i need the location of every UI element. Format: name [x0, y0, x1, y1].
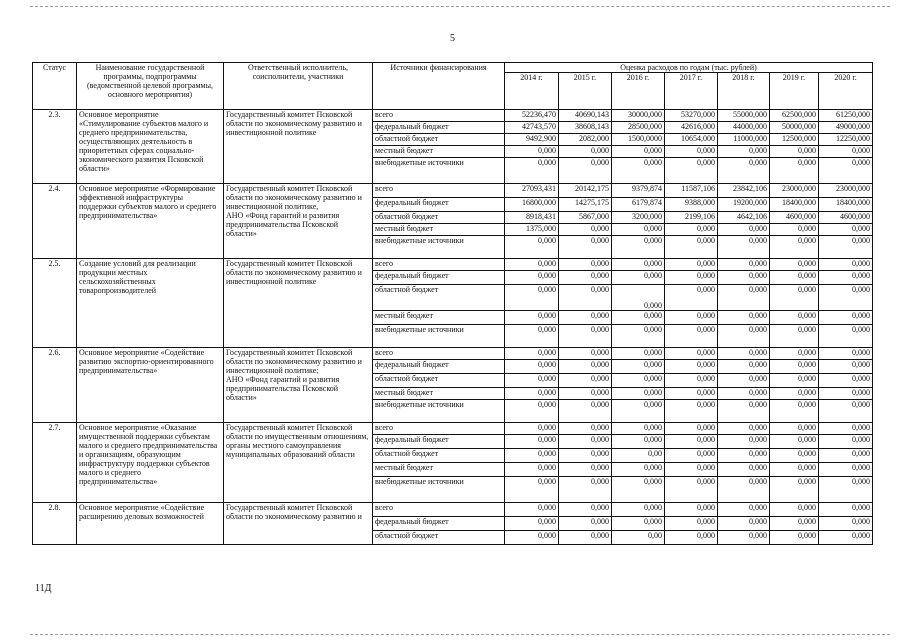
- row-value: 0,000: [718, 388, 770, 400]
- row-source: всего: [373, 348, 505, 360]
- row-value: 0,000: [559, 477, 612, 503]
- table-row: [33, 348, 873, 360]
- row-value: 27093,431: [505, 184, 559, 198]
- table-row: [33, 503, 873, 517]
- row-value: 0,000: [819, 158, 873, 184]
- row-value: 0,000: [665, 463, 718, 477]
- row-value: 0,00: [612, 531, 665, 545]
- header-status: Статус: [33, 63, 77, 110]
- row-value: 0,000: [559, 503, 612, 517]
- header-row: [33, 63, 873, 73]
- row-value: 0,000: [559, 388, 612, 400]
- row-value: 0,000: [819, 236, 873, 259]
- row-executor-main: Государственный комитет Псковской области по экономическому развитию и инвестиционной политике;: [226, 348, 362, 375]
- row-value: 0,000: [505, 146, 559, 158]
- row-value: 0,000: [665, 531, 718, 545]
- row-value: 4600,000: [770, 212, 819, 224]
- row-value: 0,000: [612, 236, 665, 259]
- row-value: 0,000: [505, 236, 559, 259]
- row-source: всего: [373, 503, 505, 517]
- row-value: 30000,000: [612, 110, 665, 122]
- row-value: 0,000: [718, 503, 770, 517]
- row-value: 53270,000: [665, 110, 718, 122]
- row-value: 0,000: [718, 374, 770, 388]
- row-source: местный бюджет: [373, 388, 505, 400]
- row-value: 0,000: [505, 374, 559, 388]
- row-value: 11000,000: [718, 134, 770, 146]
- row-source: всего: [373, 110, 505, 122]
- row-name: Основное мероприятие «Содействие развитию экспортно-ориентированного предпринимательства»: [77, 348, 224, 423]
- table-row: [33, 259, 873, 271]
- row-value: 23842,106: [718, 184, 770, 198]
- row-value: 0,000: [505, 449, 559, 463]
- header-year: 2016 г.: [612, 73, 665, 110]
- row-value: 0,000: [665, 325, 718, 348]
- row-value: 0,000: [718, 435, 770, 449]
- row-value: 0,000: [770, 146, 819, 158]
- row-value: 0,000: [559, 360, 612, 374]
- row-value: 9492,900: [505, 134, 559, 146]
- row-value: 0,000: [665, 517, 718, 531]
- row-value: 0,000: [612, 400, 665, 423]
- row-value: 0,000: [819, 325, 873, 348]
- row-source: федеральный бюджет: [373, 271, 505, 285]
- row-value: 0,000: [505, 311, 559, 325]
- row-value: 0,000: [505, 348, 559, 360]
- row-value: 0,000: [665, 477, 718, 503]
- row-name: Создание условий для реализации продукции местных сельскохозяйственных товаропроизводителей: [77, 259, 224, 348]
- header-executor: Ответственный исполнитель, соисполнители, участники: [224, 63, 373, 110]
- row-value: 38608,143: [559, 122, 612, 134]
- row-value: 0,000: [819, 146, 873, 158]
- row-value: 0,000: [505, 360, 559, 374]
- row-value: 0,000: [770, 158, 819, 184]
- row-value: 0,000: [665, 423, 718, 435]
- row-value: 6179,874: [612, 198, 665, 212]
- row-value: 0,000: [612, 423, 665, 435]
- row-value: 0,000: [718, 517, 770, 531]
- row-value: 0,000: [612, 388, 665, 400]
- row-value: 16800,000: [505, 198, 559, 212]
- row-executor: Государственный комитет Псковской области по экономическому развитию и: [224, 503, 373, 545]
- row-value: 0,000: [559, 285, 612, 311]
- page-number: 5: [450, 33, 455, 44]
- row-value: 62500,000: [770, 110, 819, 122]
- row-value: 0,000: [770, 271, 819, 285]
- row-value: 0,000: [612, 146, 665, 158]
- row-value: 0,000: [665, 388, 718, 400]
- row-value: 0,000: [559, 400, 612, 423]
- row-value: 0,000: [819, 503, 873, 517]
- row-value: 4600,000: [819, 212, 873, 224]
- row-value: 0,000: [505, 271, 559, 285]
- row-value: 0,000: [612, 360, 665, 374]
- row-source: местный бюджет: [373, 224, 505, 236]
- row-executor-fund: АНО «Фонд гарантий и развития предпринимательства Псковской области»: [226, 375, 340, 402]
- row-value: 0,000: [718, 531, 770, 545]
- row-value: 0,000: [559, 374, 612, 388]
- row-value: 0,000: [505, 463, 559, 477]
- header-source: Источники финансирования: [373, 63, 505, 110]
- row-value: 0,000: [718, 400, 770, 423]
- row-value: 0,000: [612, 477, 665, 503]
- row-value: 19200,000: [718, 198, 770, 212]
- row-value: 0,000: [612, 224, 665, 236]
- row-value: 0,000: [665, 449, 718, 463]
- row-value: 3200,000: [612, 212, 665, 224]
- row-value: 0,000: [559, 224, 612, 236]
- row-value: 0,000: [718, 348, 770, 360]
- row-value: 0,000: [770, 517, 819, 531]
- row-executor: [224, 184, 373, 259]
- row-value: 0,000: [612, 374, 665, 388]
- row-value: 0,000: [559, 517, 612, 531]
- row-value: 0,000: [770, 388, 819, 400]
- row-value: 0,000: [559, 463, 612, 477]
- row-value: 0,000: [665, 348, 718, 360]
- row-source: внебюджетные источники: [373, 400, 505, 423]
- row-source: областной бюджет: [373, 212, 505, 224]
- row-value: 0,000: [718, 236, 770, 259]
- row-value: 0,000: [718, 325, 770, 348]
- row-source: внебюджетные источники: [373, 158, 505, 184]
- row-value: 0,000: [819, 348, 873, 360]
- row-executor: Государственный комитет Псковской области по экономическому развитию и инвестиционной политике: [224, 259, 373, 348]
- row-value: 44000,000: [718, 122, 770, 134]
- row-value: 0,000: [665, 360, 718, 374]
- row-source: внебюджетные источники: [373, 236, 505, 259]
- row-value: 0,000: [770, 435, 819, 449]
- row-source: областной бюджет: [373, 449, 505, 463]
- row-status: 2.7.: [33, 423, 77, 503]
- row-value: 0,000: [505, 259, 559, 271]
- row-value: 0,000: [819, 400, 873, 423]
- table-row: [33, 184, 873, 198]
- row-value: 1500,0000: [612, 134, 665, 146]
- row-value: 0,000: [665, 236, 718, 259]
- row-value: 0,000: [612, 435, 665, 449]
- row-value: 0,000: [505, 435, 559, 449]
- row-value: 0,000: [770, 463, 819, 477]
- row-value: 0,000: [559, 271, 612, 285]
- row-value: 0,000: [819, 374, 873, 388]
- header-year: 2015 г.: [559, 73, 612, 110]
- row-value: 0,000: [665, 311, 718, 325]
- row-value: 0,000: [770, 259, 819, 271]
- row-value: 0,000: [819, 517, 873, 531]
- row-value: 0,000: [612, 348, 665, 360]
- row-value: 1375,000: [505, 224, 559, 236]
- row-value: 0,000: [819, 259, 873, 271]
- row-source: всего: [373, 423, 505, 435]
- row-value: 20142,175: [559, 184, 612, 198]
- row-value: 4642,106: [718, 212, 770, 224]
- row-value: 0,000: [819, 449, 873, 463]
- row-value: 0,000: [559, 423, 612, 435]
- row-value: 2199,106: [665, 212, 718, 224]
- row-value: 0,000: [770, 224, 819, 236]
- row-value: 0,000: [505, 285, 559, 311]
- row-value: 0,000: [718, 271, 770, 285]
- row-value: 0,000: [770, 423, 819, 435]
- row-value: 0,000: [770, 348, 819, 360]
- row-value: 52236,470: [505, 110, 559, 122]
- row-source: внебюджетные источники: [373, 477, 505, 503]
- row-value: 0,000: [718, 158, 770, 184]
- header-year: 2017 г.: [665, 73, 718, 110]
- row-source: местный бюджет: [373, 311, 505, 325]
- row-value: 2082,000: [559, 134, 612, 146]
- row-status: 2.8.: [33, 503, 77, 545]
- row-value: 0,000: [770, 374, 819, 388]
- row-value: 0,000: [559, 435, 612, 449]
- row-value: 0,000: [819, 463, 873, 477]
- row-executor: Государственный комитет Псковской области по имущественным отношениям, органы местного самоуправления муниципальных образований области: [224, 423, 373, 503]
- row-value: 0,000: [819, 271, 873, 285]
- row-value: 0,000: [718, 311, 770, 325]
- row-source: местный бюджет: [373, 146, 505, 158]
- row-source: федеральный бюджет: [373, 435, 505, 449]
- row-value: 0,000: [505, 423, 559, 435]
- row-value: 23000,000: [819, 184, 873, 198]
- row-value: 0,000: [819, 388, 873, 400]
- row-value: 0,000: [770, 503, 819, 517]
- row-value: 0,000: [770, 285, 819, 311]
- row-value: 49000,000: [819, 122, 873, 134]
- scan-edge-top: [30, 6, 890, 7]
- row-source: федеральный бюджет: [373, 122, 505, 134]
- row-value: 0,000: [665, 400, 718, 423]
- row-name: Основное мероприятие «Формирование эффективной инфраструктуры поддержки субъектов малого и среднего предпринимательства»: [77, 184, 224, 259]
- row-value: 0,000: [819, 423, 873, 435]
- header-year: 2020 г.: [819, 73, 873, 110]
- row-value: 0,000: [819, 224, 873, 236]
- row-value: 0,000: [718, 285, 770, 311]
- row-value: 0,000: [559, 531, 612, 545]
- row-status: 2.4.: [33, 184, 77, 259]
- row-source: федеральный бюджет: [373, 198, 505, 212]
- row-source: всего: [373, 259, 505, 271]
- row-value: 18400,000: [819, 198, 873, 212]
- row-value: 0,000: [718, 259, 770, 271]
- row-value: 0,000: [665, 271, 718, 285]
- row-value: 23000,000: [770, 184, 819, 198]
- row-value: 28500,000: [612, 122, 665, 134]
- row-source: областной бюджет: [373, 285, 505, 311]
- row-value: 0,000: [665, 224, 718, 236]
- row-source: областной бюджет: [373, 374, 505, 388]
- header-year: 2014 г.: [505, 73, 559, 110]
- row-value: 0,000: [718, 477, 770, 503]
- row-executor: Государственный комитет Псковской области по экономическому развитию и инвестиционной политике: [224, 110, 373, 184]
- row-executor-main: Государственный комитет Псковской области по экономическому развитию и инвестиционной политике,: [226, 184, 362, 211]
- row-value: 0,000: [559, 146, 612, 158]
- budget-table: [32, 62, 873, 545]
- row-value: 0,000: [505, 158, 559, 184]
- row-source: внебюджетные источники: [373, 325, 505, 348]
- row-value: 0,000: [612, 517, 665, 531]
- row-value: 0,000: [559, 158, 612, 184]
- row-value: 0,000: [665, 146, 718, 158]
- table-row: [33, 110, 873, 122]
- row-value: 0,000: [665, 435, 718, 449]
- row-value: 0,000: [665, 259, 718, 271]
- row-value: 0,000: [718, 423, 770, 435]
- row-value: 0,000: [505, 388, 559, 400]
- row-value: 0,000: [505, 325, 559, 348]
- row-value: 0,000: [505, 477, 559, 503]
- row-name: Основное мероприятие «Оказание имущественной поддержки субъектам малого и среднего предпринимательства и организациям, образующим инфраструктуру поддержки субъектов малого и среднего предпринимательства»: [77, 423, 224, 503]
- row-value: 42616,000: [665, 122, 718, 134]
- row-value: 0,000: [665, 374, 718, 388]
- row-value: 0,000: [819, 360, 873, 374]
- row-value: 5867,000: [559, 212, 612, 224]
- row-name: Основное мероприятие «Содействие расширению деловых возможностей: [77, 503, 224, 545]
- row-value: 0,000: [559, 325, 612, 348]
- row-executor: [224, 348, 373, 423]
- row-value: 0,000: [559, 236, 612, 259]
- row-source: областной бюджет: [373, 134, 505, 146]
- row-value: 8918,431: [505, 212, 559, 224]
- row-value: 0,000: [770, 311, 819, 325]
- row-value: 0,000: [770, 360, 819, 374]
- row-value: 0,000: [819, 285, 873, 311]
- row-value: 61250,000: [819, 110, 873, 122]
- row-value: 0,000: [612, 325, 665, 348]
- row-value: 0,000: [819, 477, 873, 503]
- row-value: 0,000: [612, 503, 665, 517]
- row-value: 0,000: [770, 531, 819, 545]
- row-value: 0,000: [559, 449, 612, 463]
- row-value: 0,000: [665, 285, 718, 311]
- row-status: 2.5.: [33, 259, 77, 348]
- row-value: 0,000: [819, 435, 873, 449]
- row-value: 55000,000: [718, 110, 770, 122]
- row-value: 10654,000: [665, 134, 718, 146]
- row-source: федеральный бюджет: [373, 360, 505, 374]
- row-value: 0,000: [612, 463, 665, 477]
- row-value: 0,000: [718, 146, 770, 158]
- row-value: 40690,143: [559, 110, 612, 122]
- row-value: 0,000: [770, 400, 819, 423]
- row-value: 0,000: [559, 348, 612, 360]
- row-value: 9379,874: [612, 184, 665, 198]
- row-value: 0,000: [819, 311, 873, 325]
- row-value: 12500,000: [770, 134, 819, 146]
- row-value: 9388,000: [665, 198, 718, 212]
- row-value: 0,000: [718, 449, 770, 463]
- row-value: 0,000: [718, 463, 770, 477]
- row-value: 0,000: [770, 325, 819, 348]
- row-value: 0,000: [770, 477, 819, 503]
- row-value: 0,00: [612, 449, 665, 463]
- row-value: 0,000: [718, 360, 770, 374]
- header-name: Наименование государственной программы, подпрограммы (ведомственной целевой программы, основного мероприятия): [77, 63, 224, 110]
- row-value: 50000,000: [770, 122, 819, 134]
- row-value: 0,000: [559, 259, 612, 271]
- row-value: 0,000: [770, 236, 819, 259]
- scan-edge-bottom: [30, 634, 890, 635]
- row-value: 0,000: [612, 311, 665, 325]
- header-year: 2019 г.: [770, 73, 819, 110]
- header-year: 2018 г.: [718, 73, 770, 110]
- row-value: 42743,570: [505, 122, 559, 134]
- row-name: Основное мероприятие «Стимулирование субъектов малого и среднего предпринимательства, осуществляющих деятельность в приоритетных сферах социально-экономического развития Псковской области»: [77, 110, 224, 184]
- row-value: 12250,000: [819, 134, 873, 146]
- row-value: 0,000: [505, 517, 559, 531]
- row-value: 0,000: [505, 503, 559, 517]
- row-value: 18400,000: [770, 198, 819, 212]
- row-value: 0,000: [665, 503, 718, 517]
- row-value: 0,000: [665, 158, 718, 184]
- row-value: 0,000: [612, 271, 665, 285]
- row-source: областной бюджет: [373, 531, 505, 545]
- row-value: 0,000: [770, 449, 819, 463]
- footer-mark: 11Д: [35, 583, 52, 594]
- row-value: 0,000: [612, 158, 665, 184]
- row-value: 14275,175: [559, 198, 612, 212]
- row-value: 0,000: [612, 259, 665, 271]
- row-source: всего: [373, 184, 505, 198]
- row-value: 0,000: [612, 285, 665, 311]
- row-status: 2.6.: [33, 348, 77, 423]
- row-value: 0,000: [505, 531, 559, 545]
- row-source: местный бюджет: [373, 463, 505, 477]
- table-row: [33, 423, 873, 435]
- header-evaluation: Оценка расходов по годам (тыс. рублей): [505, 63, 873, 73]
- row-value: 0,000: [559, 311, 612, 325]
- row-executor-fund: АНО «Фонд гарантий и развития предпринимательства Псковской области»: [226, 211, 340, 238]
- row-value: 0,000: [718, 224, 770, 236]
- row-source: федеральный бюджет: [373, 517, 505, 531]
- row-value: 0,000: [819, 531, 873, 545]
- row-status: 2.3.: [33, 110, 77, 184]
- row-value: 11587,106: [665, 184, 718, 198]
- row-value: 0,000: [505, 400, 559, 423]
